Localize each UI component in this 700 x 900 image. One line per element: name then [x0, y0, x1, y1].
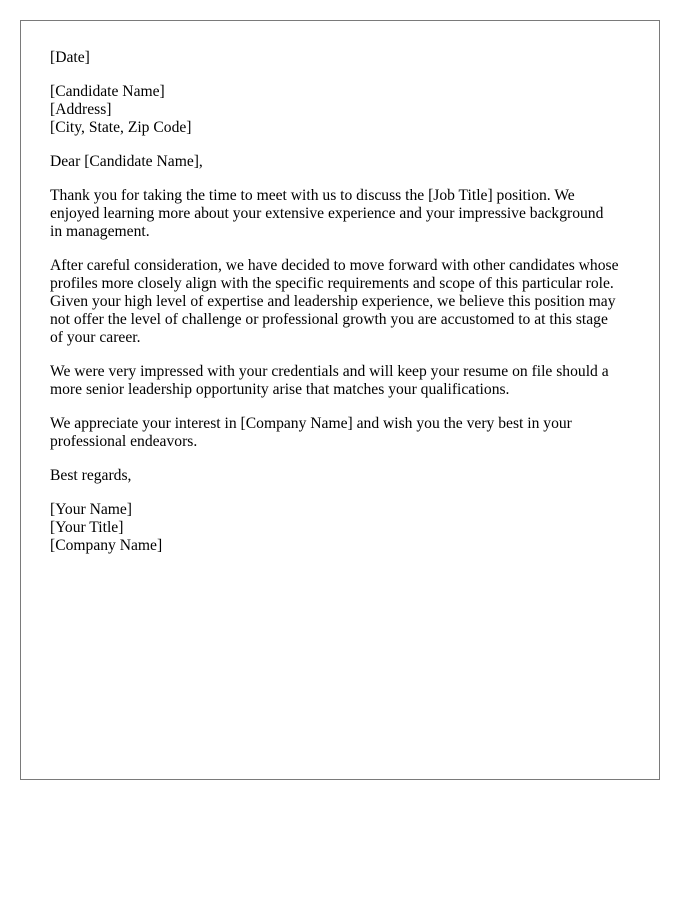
signature-company: [Company Name]	[50, 537, 163, 554]
paragraph-resume-on-file	[50, 363, 640, 399]
paragraph-line: enjoyed learning more about your extensive experience and your impressive background	[50, 205, 604, 222]
paragraph-line: Given your high level of expertise and leadership experience, we believe this position may	[50, 293, 616, 310]
recipient-city-state-zip: [City, State, Zip Code]	[50, 119, 192, 136]
paragraph-line: in management.	[50, 223, 150, 240]
paragraph-decision	[50, 257, 640, 347]
recipient-address: [Address]	[50, 101, 112, 118]
salutation-block	[50, 153, 640, 171]
recipient-address-block	[50, 83, 640, 137]
paragraph-line: Thank you for taking the time to meet with us to discuss the [Job Title] position. We	[50, 187, 575, 204]
signature-name: [Your Name]	[50, 501, 133, 518]
paragraph-thank-you	[50, 187, 640, 241]
paragraph-line: We were very impressed with your credentials and will keep your resume on file should a	[50, 363, 609, 380]
paragraph-line: more senior leadership opportunity arise that matches your qualifications.	[50, 381, 510, 398]
paragraph-line: of your career.	[50, 329, 141, 346]
paragraph-line: professional endeavors.	[50, 433, 198, 450]
letter-date: [Date]	[50, 49, 90, 66]
letter-page	[20, 20, 660, 780]
letter-body	[50, 49, 640, 571]
paragraph-line: We appreciate your interest in [Company Name] and wish you the very best in your	[50, 415, 572, 432]
closing-block	[50, 467, 640, 485]
signature-block	[50, 501, 640, 555]
salutation: Dear [Candidate Name],	[50, 153, 203, 170]
signature-title: [Your Title]	[50, 519, 124, 536]
date-block	[50, 49, 640, 67]
paragraph-line: After careful consideration, we have decided to move forward with other candidates whose	[50, 257, 619, 274]
paragraph-line: profiles more closely align with the specific requirements and scope of this particular role.	[50, 275, 614, 292]
paragraph-line: not offer the level of challenge or professional growth you are accustomed to at this stage	[50, 311, 608, 328]
recipient-name: [Candidate Name]	[50, 83, 165, 100]
paragraph-appreciation	[50, 415, 640, 451]
closing: Best regards,	[50, 467, 132, 484]
